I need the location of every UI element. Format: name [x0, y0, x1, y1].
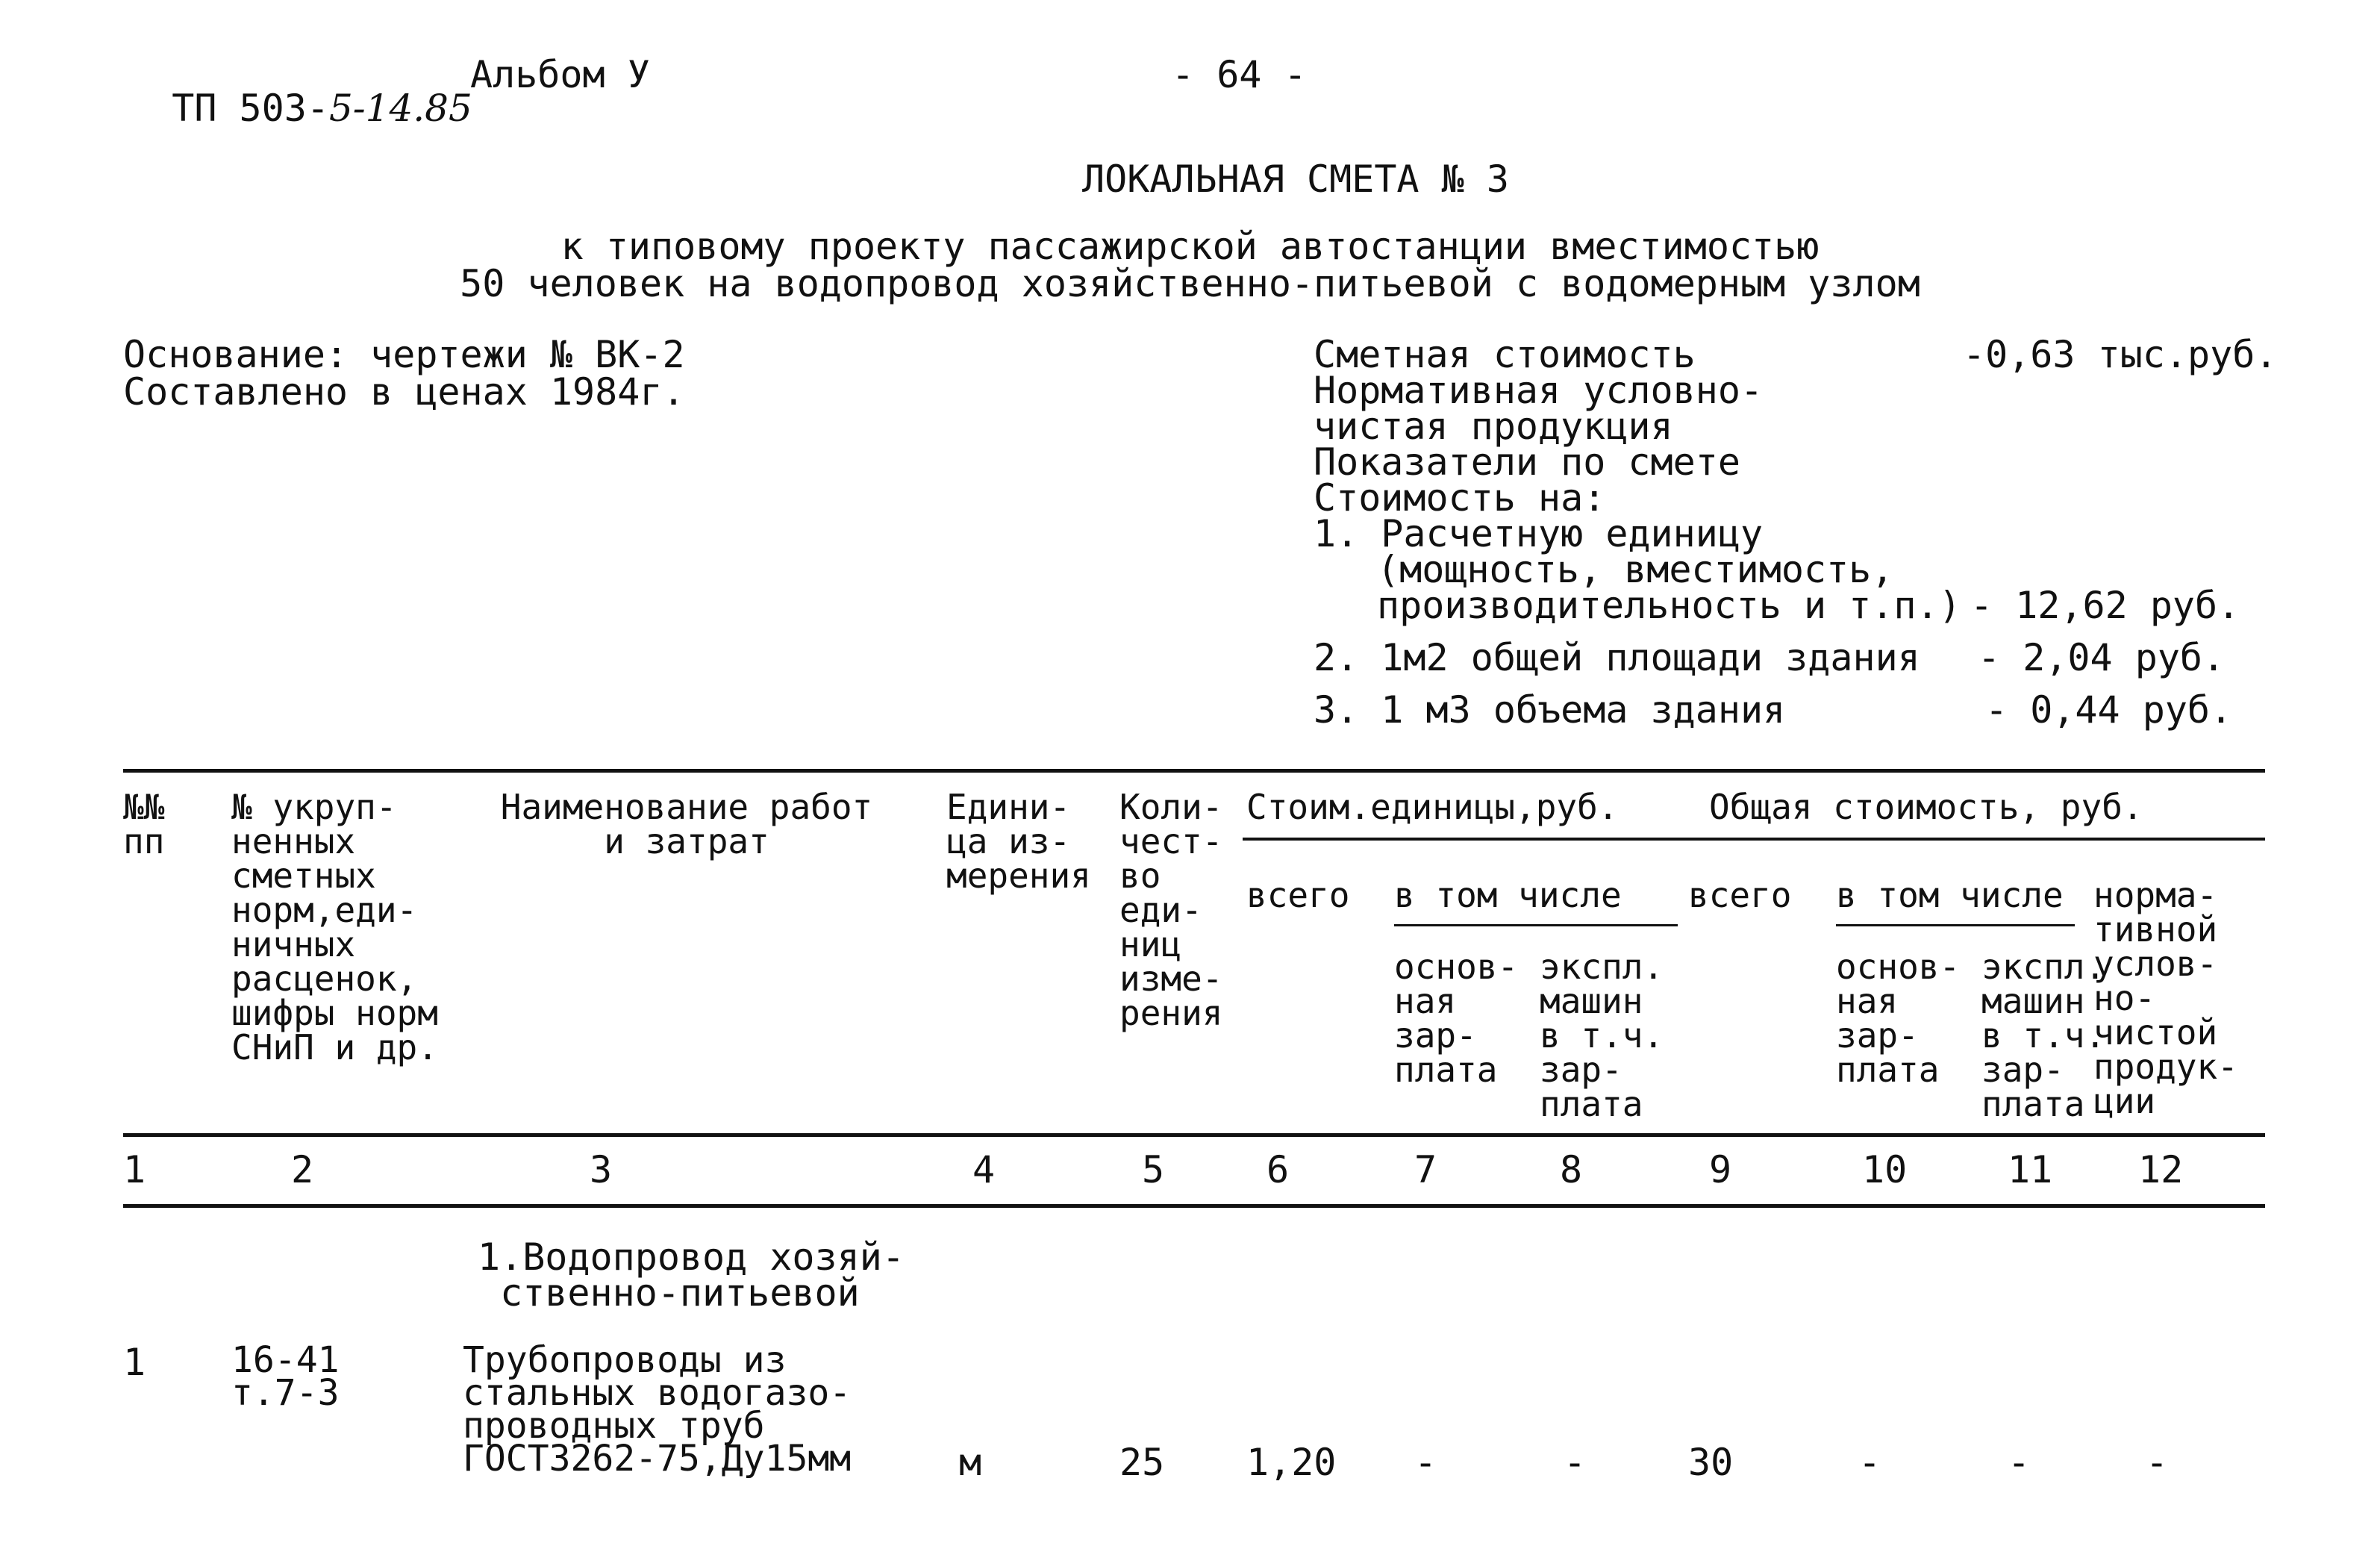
title-subtitle-line2: 50 человек на водопровод хозяйственно-питьевой с водомерным узлом	[460, 262, 1920, 305]
indicators-label: Показатели по смете	[1314, 440, 1740, 484]
column-number-11: 11	[2008, 1148, 2053, 1191]
normative-label-line1: Нормативная условно-	[1314, 369, 1764, 412]
indicator-1-line3: производительность и т.п.)	[1377, 584, 1961, 627]
row-norm-code: 16-41 т.7-3	[231, 1339, 340, 1414]
indicator-1-value: - 12,62 руб.	[1970, 584, 2240, 627]
basis-line2: Составлено в ценах 1984г.	[123, 370, 685, 414]
row-quantity: 25	[1119, 1441, 1165, 1484]
header-unit-machines: экспл. машин в т.ч. зар- плата	[1540, 947, 1664, 1124]
table-top-rule	[123, 769, 2265, 773]
header-unit-salary: основ- ная зар- плата	[1394, 947, 1519, 1090]
document-title: ЛОКАЛЬНАЯ СМЕТА № 3	[1082, 158, 1509, 201]
indicator-1-line2: (мощность, вместимость,	[1377, 548, 1894, 591]
header-quantity: Коли- чест- во еди- ниц изме- рения	[1119, 787, 1223, 1033]
cost-for-label: Стоимость на:	[1314, 476, 1606, 520]
column-number-6: 6	[1266, 1148, 1290, 1191]
basis-line1: Основание: чертежи № ВК-2	[123, 333, 685, 376]
column-number-10: 10	[1862, 1148, 1908, 1191]
column-numbers-rule	[123, 1204, 2265, 1208]
indicator-2-value: - 2,04 руб.	[1978, 636, 2226, 679]
column-number-12: 12	[2138, 1148, 2184, 1191]
row-normative-output: -	[2146, 1441, 2169, 1484]
indicator-2-label: 2. 1м2 общей площади здания	[1314, 636, 1920, 679]
header-row-number: №№ пп	[123, 787, 165, 861]
incl2-rule	[1836, 924, 2075, 926]
column-number-7: 7	[1414, 1148, 1437, 1191]
indicator-1-line1: 1. Расчетную единицу	[1314, 512, 1764, 555]
header-unit: Едини- ца из- мерения	[946, 787, 1091, 896]
section-title: 1.Водопровод хозяй- ственно-питьевой	[478, 1235, 905, 1315]
group-header-rule	[1243, 838, 2265, 841]
header-norm-code: № укруп- ненных сметных норм,еди- ничных расценок, шифры норм СНиП и др.	[231, 787, 438, 1067]
column-number-4: 4	[972, 1148, 996, 1191]
indicator-3-label: 3. 1 м3 объема здания	[1314, 688, 1786, 732]
incl1-rule	[1394, 924, 1678, 926]
row-total: 30	[1688, 1441, 1734, 1484]
estimated-cost-label: Сметная стоимость	[1314, 333, 1696, 376]
album-label: Альбом У	[470, 53, 650, 96]
title-subtitle-line1: к типовому проекту пассажирской автостанции вместимостью	[560, 225, 1820, 268]
header-total-cost-group: Общая стоимость, руб.	[1709, 787, 2143, 827]
row-total-machines: -	[2008, 1441, 2031, 1484]
column-number-5: 5	[1142, 1148, 1165, 1191]
handwritten-code: 5-14.85	[328, 87, 472, 130]
document-code-prefix: ТП 503-	[172, 87, 329, 130]
row-work-name: Трубопроводы из стальных водогазо- проводных труб ГОСТ3262-75,Ду15мм	[463, 1339, 852, 1480]
row-number: 1	[123, 1341, 146, 1384]
header-unit-cost-group: Стоим.единицы,руб.	[1246, 787, 1619, 827]
indicator-3-value: - 0,44 руб.	[1985, 688, 2233, 732]
header-work-name: Наименование работ и затрат	[500, 787, 873, 861]
page-number: - 64 -	[1172, 53, 1307, 96]
column-number-3: 3	[590, 1148, 613, 1191]
header-total-sum: всего	[1688, 875, 1792, 915]
column-number-9: 9	[1709, 1148, 1732, 1191]
column-number-8: 8	[1560, 1148, 1583, 1191]
header-total-including: в том числе	[1836, 875, 2064, 915]
header-total-salary: основ- ная зар- плата	[1836, 947, 1961, 1090]
document-code	[127, 52, 472, 130]
row-unit-machines: -	[1564, 1441, 1587, 1484]
normative-label-line2: чистая продукция	[1314, 405, 1673, 448]
header-unit-total: всего	[1246, 875, 1350, 915]
header-total-machines: экспл. машин в т.ч. зар- плата	[1981, 947, 2106, 1124]
header-bottom-rule	[123, 1133, 2265, 1137]
row-unit-total: 1,20	[1246, 1441, 1337, 1484]
header-normative-output: норма- тивной услов- но- чистой продук- ции	[2093, 875, 2238, 1121]
row-unit-salary: -	[1414, 1441, 1437, 1484]
row-unit: м	[959, 1441, 982, 1484]
row-total-salary: -	[1858, 1441, 1881, 1484]
column-number-2: 2	[291, 1148, 314, 1191]
column-number-1: 1	[123, 1148, 146, 1191]
header-unit-including: в том числе	[1394, 875, 1622, 915]
estimated-cost-value: -0,63 тыс.руб.	[1963, 333, 2278, 376]
